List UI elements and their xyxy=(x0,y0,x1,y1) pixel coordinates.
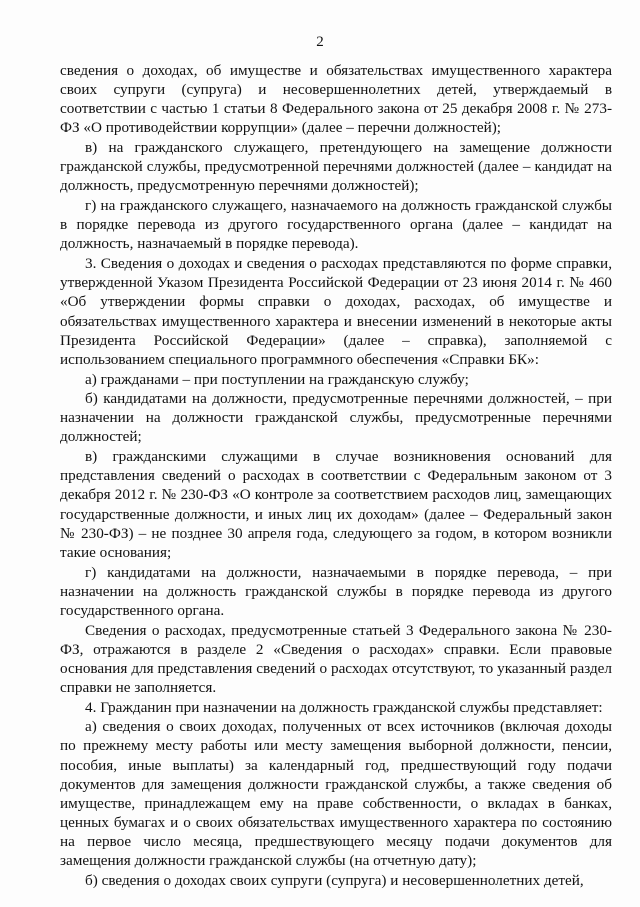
paragraph-3g: г) кандидатами на должности, назначаемыми в порядке перевода, – при назначении на должность гражданской службы в порядке перевода из другого государственного органа. xyxy=(60,563,612,619)
paragraph-item-g-transfer: г) на гражданского служащего, назначаемого на должность гражданской службы в порядке перевода из другого государственного органа (далее – кандидат на должность, назначаемый в порядке перевода). xyxy=(60,197,612,253)
paragraph-section-4: 4. Гражданин при назначении на должность гражданской службы представляет: xyxy=(85,698,603,716)
paragraph-3a: а) гражданами – при поступлении на гражданскую службу; xyxy=(85,370,469,388)
paragraph-item-v-candidate: в) на гражданского служащего, претендующего на замещение должности гражданской службы, предусмотренной перечнями должностей (далее – кандидат на должность, предусмотренную перечнями должностей); xyxy=(60,139,612,195)
paragraph-3b: б) кандидатами на должности, предусмотренные перечнями должностей, – при назначении на должности гражданской службы, предусмотренные перечнями должностей; xyxy=(60,390,612,446)
paragraph-continuation: сведения о доходах, об имуществе и обязательствах имущественного характера своих супруги (супруга) и несовершеннолетних детей, утверждаемый в соответствии с частью 1 статьи 8 Федерального закона от 25 декабря 2008 г. № 273-ФЗ «О противодействии коррупции» (далее – перечни должностей); xyxy=(60,62,612,137)
document-body xyxy=(60,61,612,890)
paragraph-expenses: Сведения о расходах, предусмотренные статьей 3 Федерального закона № 230-ФЗ, отражаются в разделе 2 «Сведения о расходах» справки. Если правовые основания для представления сведений о расходах отсутствуют, то указанный раздел справки не заполняется. xyxy=(60,621,612,696)
paragraph-section-3: 3. Сведения о доходах и сведения о расходах представляются по форме справки, утвержденной Указом Президента Российской Федерации от 23 июня 2014 г. № 460 «Об утверждении формы справки о доходах, расходах, об имуществе и обязательствах имущественного характера и внесении изменений в некоторые акты Президента Российской Федерации» (далее – справка), заполняемой с использованием специального программного обеспечения «Справки БК»: xyxy=(60,255,612,368)
paragraph-4a: а) сведения о своих доходах, полученных от всех источников (включая доходы по прежнему месту работы или месту замещения выборной должности, пенсии, пособия, иные выплаты) за календарный год, предшествующий году подачи документов для замещения должности гражданской службы, а также сведения об имуществе, принадлежащем ему на праве собственности, о вкладах в банках, ценных бумагах и о своих обязательствах имущественного характера по состоянию на первое число месяца, предшествующего месяцу подачи документов для замещения должности гражданской службы (на отчетную дату); xyxy=(60,718,612,870)
page-number: 2 xyxy=(316,34,324,50)
paragraph-3v: в) гражданскими служащими в случае возникновения оснований для представления сведений о расходах в соответствии с Федеральным законом от 3 декабря 2012 г. № 230-ФЗ «О контроле за соответствием расходов лиц, замещающих государственные должности, и иных лиц их доходам» (далее – Федеральный закон № 230-ФЗ) – не позднее 30 апреля года, следующего за годом, в котором возникли такие основания; xyxy=(60,448,612,561)
paragraph-4b: б) сведения о доходах своих супруги (супруга) и несовершеннолетних детей, xyxy=(85,872,584,890)
